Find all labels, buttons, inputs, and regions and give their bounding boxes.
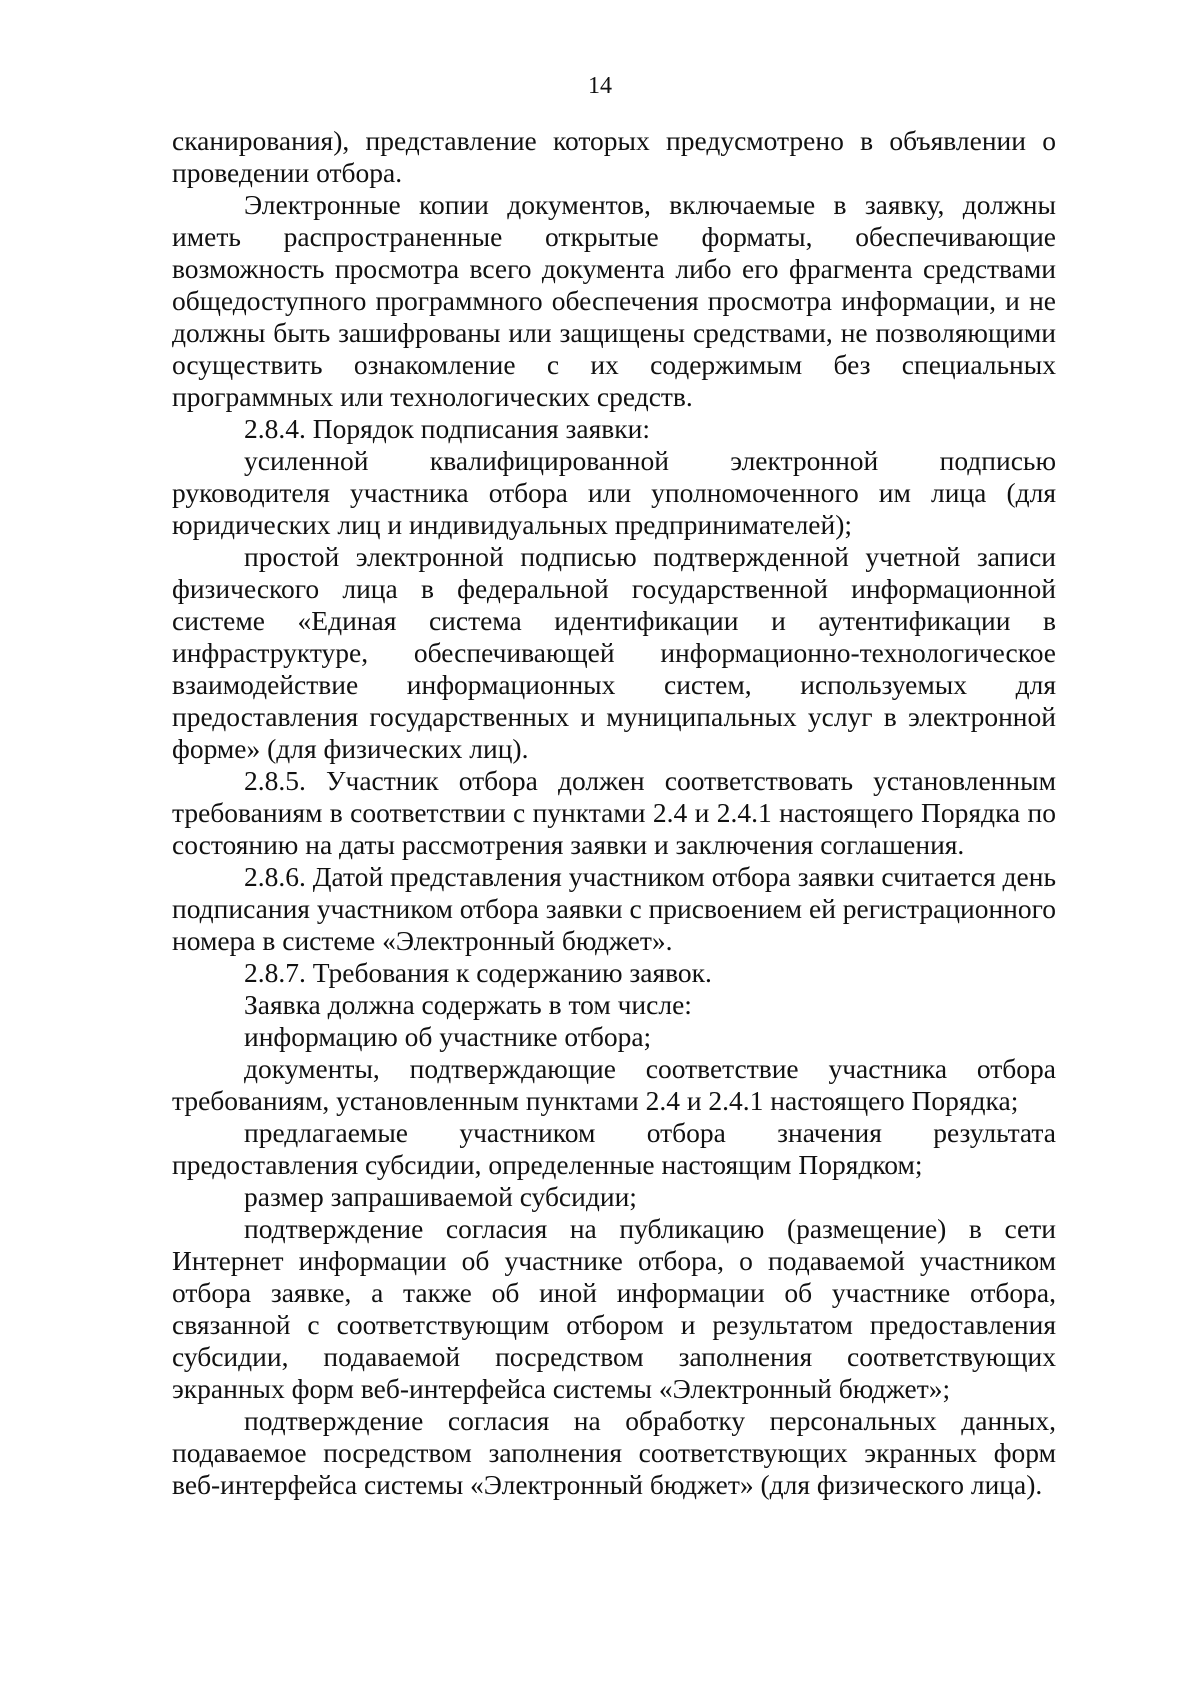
paragraph-2-8-4-heading: 2.8.4. Порядок подписания заявки: [244,413,650,444]
paragraph-application-contents: Заявка должна содержать в том числе: [244,989,692,1020]
paragraph-2-8-7-heading: 2.8.7. Требования к содержанию заявок. [244,957,712,988]
page-number: 14 [588,73,612,99]
list-item-publication-consent: подтверждение согласия на публикацию (размещение) в сети Интернет информации об участнике отбора, о подаваемой участником отбора заявке, а также об иной информации об участнике отбора, связанной с соответствующим отбором и результатом предоставления субсидии, подаваемой посредством заполнения соответствующих экранных форм веб-интерфейса системы «Электронный бюджет»; [172,1213,1056,1404]
document-body [172,125,1056,1501]
list-item-result-values: предлагаемые участником отбора значения результата предоставления субсидии, определенные настоящим Порядком; [172,1117,1056,1180]
paragraph-2-8-6: 2.8.6. Датой представления участником отбора заявки считается день подписания участником отбора заявки с присвоением ей регистрационного номера в системе «Электронный бюджет». [172,861,1056,956]
list-item-personal-data-consent: подтверждение согласия на обработку персональных данных, подаваемое посредством заполнения соответствующих экранных форм веб-интерфейса системы «Электронный бюджет» (для физического лица). [172,1405,1056,1500]
paragraph-qualified-signature: усиленной квалифицированной электронной подписью руководителя участника отбора или уполномоченного им лица (для юридических лиц и индивидуальных предпринимателей); [172,445,1056,540]
list-item-subsidy-amount: размер запрашиваемой субсидии; [244,1181,637,1212]
paragraph-2-8-5: 2.8.5. Участник отбора должен соответствовать установленным требованиям в соответствии с пунктами 2.4 и 2.4.1 настоящего Порядка по состоянию на даты рассмотрения заявки и заключения соглашения. [172,765,1056,860]
list-item-participant-info: информацию об участнике отбора; [244,1021,652,1052]
list-item-compliance-documents: документы, подтверждающие соответствие участника отбора требованиям, установленным пунктами 2.4 и 2.4.1 настоящего Порядка; [172,1053,1056,1116]
paragraph-electronic-copies: Электронные копии документов, включаемые в заявку, должны иметь распространенные открытые форматы, обеспечивающие возможность просмотра всего документа либо его фрагмента средствами общедоступного программного обеспечения просмотра информации, и не должны быть зашифрованы или защищены средствами, не позволяющими осуществить ознакомление с их содержимым без специальных программных или технологических средств. [172,189,1056,412]
paragraph-continuation: сканирования), представление которых предусмотрено в объявлении о проведении отбора. [172,125,1056,188]
paragraph-simple-signature: простой электронной подписью подтвержденной учетной записи физического лица в федеральной государственной информационной системе «Единая система идентификации и аутентификации в инфраструктуре, обеспечивающей информационно-технологическое взаимодействие информационных систем, используемых для предоставления государственных и муниципальных услуг в электронной форме» (для физических лиц). [172,541,1056,764]
